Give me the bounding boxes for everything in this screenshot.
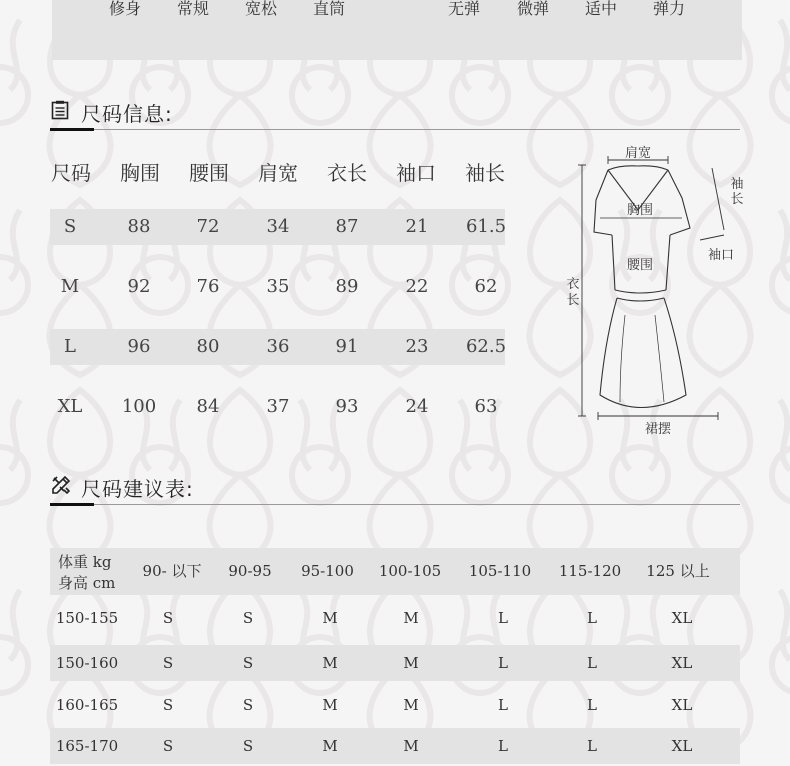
- diagram-label-chest: 胸围: [626, 203, 654, 218]
- pencil-ruler-icon: [50, 474, 72, 496]
- weight-col: 90-95: [228, 562, 272, 580]
- table-row: [50, 645, 740, 681]
- size-cell: XL: [671, 609, 693, 627]
- diagram-label-sleeve-1: 袖: [730, 177, 744, 192]
- size-info-title: 尺码信息:: [81, 102, 173, 126]
- fit-label-regular: 常规: [176, 0, 209, 18]
- cell-sleeve: 62.5: [465, 336, 507, 357]
- size-cell: S: [162, 609, 174, 627]
- table-row: [50, 209, 505, 245]
- height-cell: 150-160: [55, 654, 119, 672]
- header-size: 尺码: [51, 161, 91, 185]
- corner-header: [58, 552, 115, 594]
- cell-sleeve: 63: [474, 396, 498, 417]
- table-row: [50, 687, 740, 723]
- weight-col: 115-120: [558, 562, 622, 580]
- size-cell: S: [242, 654, 254, 672]
- diagram-label-sleeve-2: 长: [730, 192, 744, 207]
- size-info-header: [50, 98, 740, 138]
- table-row: [50, 728, 740, 764]
- cell-chest: 96: [127, 336, 151, 357]
- size-cell: L: [587, 696, 597, 714]
- section-divider: [50, 504, 740, 505]
- corner-height: 身高 cm: [58, 574, 116, 592]
- fit-label-stretch: 弹力: [652, 0, 685, 18]
- garment-measurement-diagram: [560, 140, 750, 440]
- measurement-guides: [578, 156, 724, 420]
- size-cell: M: [403, 609, 419, 627]
- header-chest: 胸围: [120, 161, 160, 185]
- diagram-label-shoulder: 肩宽: [624, 146, 652, 161]
- cell-size: XL: [57, 396, 83, 417]
- weight-col: 90- 以下: [142, 562, 202, 580]
- size-cell: S: [242, 737, 254, 755]
- diagram-label-hem: 裙摆: [644, 422, 672, 437]
- cell-chest: 92: [127, 276, 151, 297]
- header-length: 衣长: [327, 161, 367, 185]
- size-cell: M: [403, 654, 419, 672]
- cell-waist: 84: [196, 396, 220, 417]
- size-cell: L: [498, 737, 508, 755]
- table-header-row: [50, 548, 740, 595]
- size-cell: M: [403, 737, 419, 755]
- cell-cuff: 24: [405, 396, 429, 417]
- size-cell: S: [162, 737, 174, 755]
- fit-attributes-panel: [52, 0, 742, 60]
- cell-size: S: [63, 216, 77, 237]
- cell-shoulder: 35: [266, 276, 290, 297]
- cell-waist: 76: [196, 276, 220, 297]
- size-cell: M: [322, 737, 338, 755]
- size-cell: M: [403, 696, 419, 714]
- cell-waist: 72: [196, 216, 220, 237]
- table-row: [50, 389, 505, 425]
- header-waist: 腰围: [189, 161, 229, 185]
- diagram-label-length-1: 衣: [566, 277, 580, 292]
- size-cell: L: [498, 654, 508, 672]
- fit-label-slight-stretch: 微弹: [516, 0, 549, 18]
- size-cell: L: [498, 609, 508, 627]
- height-cell: 160-165: [55, 696, 119, 714]
- cell-shoulder: 37: [266, 396, 290, 417]
- section-divider: [50, 129, 740, 130]
- fit-label-slim: 修身: [108, 0, 141, 18]
- header-shoulder: 肩宽: [258, 161, 298, 185]
- table-header-row: [50, 155, 505, 191]
- table-row: [50, 600, 740, 636]
- weight-col: 105-110: [468, 562, 532, 580]
- cell-length: 91: [335, 336, 359, 357]
- cell-length: 93: [335, 396, 359, 417]
- weight-col: 100-105: [378, 562, 442, 580]
- cell-chest: 100: [121, 396, 157, 417]
- header-sleeve: 袖长: [465, 161, 505, 185]
- size-cell: M: [322, 609, 338, 627]
- cell-waist: 80: [196, 336, 220, 357]
- fit-label-moderate: 适中: [584, 0, 617, 18]
- diagram-label-waist: 腰围: [626, 258, 654, 273]
- size-suggest-title: 尺码建议表:: [81, 477, 194, 501]
- size-cell: S: [242, 696, 254, 714]
- weight-col: 125 以上: [646, 562, 710, 580]
- cell-chest: 88: [127, 216, 151, 237]
- cell-cuff: 23: [405, 336, 429, 357]
- section-divider-accent: [50, 503, 94, 506]
- size-cell: XL: [671, 654, 693, 672]
- fit-label-no-stretch: 无弹: [447, 0, 480, 18]
- diagram-label-cuff: 袖口: [707, 248, 735, 263]
- size-cell: L: [587, 609, 597, 627]
- size-suggest-header: [50, 473, 740, 513]
- size-cell: S: [162, 654, 174, 672]
- corner-weight: 体重 kg: [58, 553, 112, 571]
- size-cell: XL: [671, 737, 693, 755]
- cell-sleeve: 61.5: [465, 216, 507, 237]
- cell-shoulder: 36: [266, 336, 290, 357]
- size-cell: S: [242, 609, 254, 627]
- fit-label-loose: 宽松: [244, 0, 277, 18]
- height-cell: 150-155: [55, 609, 119, 627]
- table-row: [50, 269, 505, 305]
- section-divider-accent: [50, 128, 94, 131]
- cell-shoulder: 34: [266, 216, 290, 237]
- size-cell: L: [587, 737, 597, 755]
- cell-length: 87: [335, 216, 359, 237]
- size-cell: S: [162, 696, 174, 714]
- cell-size: L: [64, 336, 76, 357]
- fit-label-straight: 直筒: [312, 0, 345, 18]
- cell-size: M: [60, 276, 80, 297]
- size-cell: M: [322, 696, 338, 714]
- diagram-label-length-2: 长: [566, 293, 580, 308]
- cell-sleeve: 62: [474, 276, 498, 297]
- size-cell: XL: [671, 696, 693, 714]
- cell-length: 89: [335, 276, 359, 297]
- cell-cuff: 21: [405, 216, 429, 237]
- size-cell: L: [498, 696, 508, 714]
- cell-cuff: 22: [405, 276, 429, 297]
- weight-col: 95-100: [301, 562, 354, 580]
- header-cuff: 袖口: [396, 161, 436, 185]
- size-cell: L: [587, 654, 597, 672]
- document-list-icon: [50, 100, 70, 120]
- table-row: [50, 329, 505, 365]
- size-cell: M: [322, 654, 338, 672]
- height-cell: 165-170: [55, 737, 119, 755]
